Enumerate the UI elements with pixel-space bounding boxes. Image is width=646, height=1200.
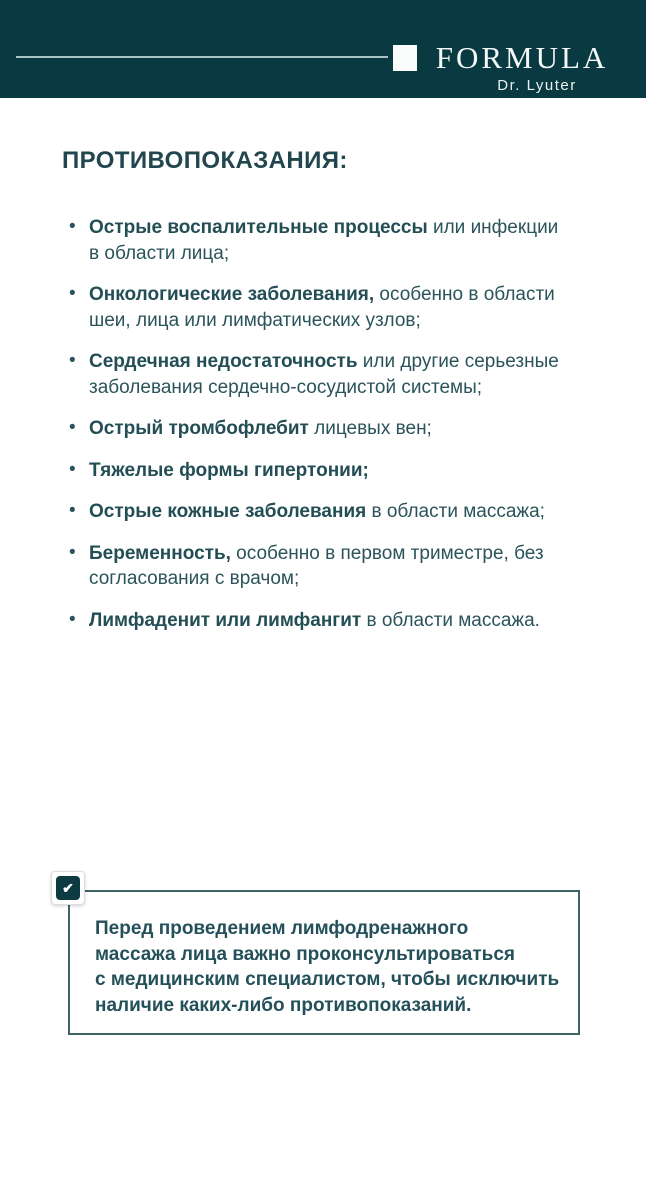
list-item-bold: Беременность, [89, 542, 231, 564]
list-item-bold: Острые воспалительные процессы [89, 217, 428, 238]
check-icon: ✔ [56, 876, 80, 900]
list-item-rest: или другие серьезные заболевания сердечно-сосудистой системы; [89, 351, 559, 398]
logo-square-icon [393, 45, 417, 71]
list-item [68, 541, 560, 592]
note-line: массажа лица важно проконсультироваться [95, 943, 516, 965]
list-item-rest: особенно в области шеи, лица или лимфатических узлов; [89, 284, 555, 331]
note-line: Перед проведением лимфодренажного [95, 918, 469, 939]
list-item-rest: в области массажа; [366, 501, 545, 522]
contraindications-list [68, 215, 560, 649]
list-item [68, 282, 560, 333]
note-line: с медицинским специалистом, чтобы исключить [95, 969, 560, 990]
page-title: ПРОТИВОПОКАЗАНИЯ: [62, 147, 348, 174]
list-item-bold: Лимфаденит или лимфангит [89, 609, 362, 631]
list-item [68, 608, 560, 634]
check-frame [51, 871, 85, 905]
list-item-bold: Сердечная недостаточность [89, 351, 358, 372]
list-item-bold: Тяжелые формы гипертонии; [89, 459, 369, 481]
list-item [68, 499, 560, 525]
list-item [68, 416, 560, 442]
list-item-rest: в области массажа. [361, 609, 540, 631]
list-item-rest: лицевых вен; [308, 418, 432, 439]
brand-subtitle: Dr. Lyuter [497, 77, 577, 94]
list-item-rest: особенно в первом триместре, без согласования с врачом; [89, 542, 544, 589]
list-item [68, 349, 560, 400]
brand-wordmark: FORMULA [435, 40, 609, 75]
note-text [95, 916, 573, 1018]
note-line: наличие каких-либо противопоказаний. [95, 994, 472, 1016]
list-item-bold: Онкологические заболевания, [89, 284, 375, 305]
header-band [0, 0, 646, 98]
list-item-rest: или инфекции в области лица; [89, 217, 559, 264]
header-rule [16, 56, 388, 58]
list-item [68, 458, 560, 484]
list-item-bold: Острый тромбофлебит [89, 418, 309, 439]
list-item [68, 215, 560, 266]
list-item-bold: Острые кожные заболевания [89, 501, 367, 522]
